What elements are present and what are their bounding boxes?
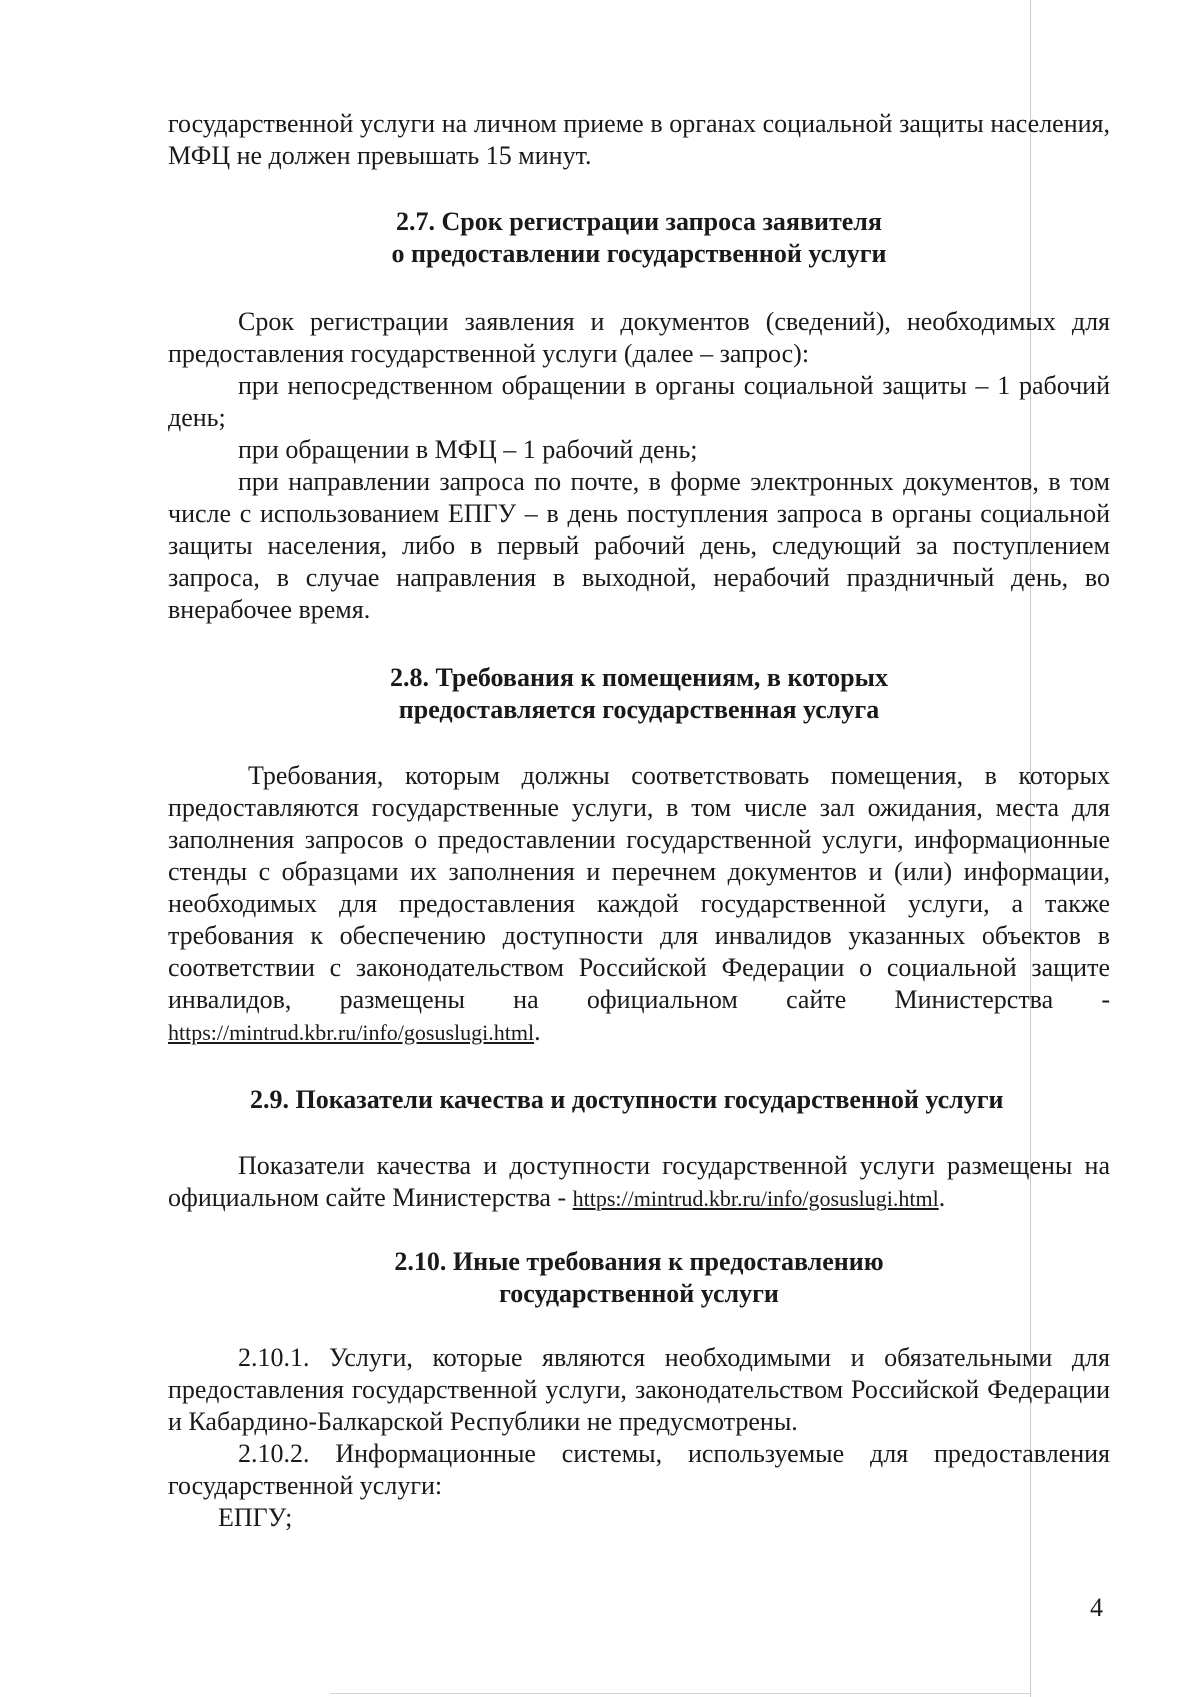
section-2-8-paragraph-text: Требования, которым должны соответствовать помещения, в которых предоставляются государственные услуги, в том числе зал ожидания, места для заполнения запросов о предоставлении государственной услуги, информационные стенды с образцами их заполнения и перечнем документов и (или) информации, необходимых для предоставления каждой государственной услуги, а также требования к обеспечению доступности для инвалидов указанных объектов в соответствии с законодательством Российской Федерации о социальной защите инвалидов, размещены на официальном сайте Министерства - xyxy=(168,761,1110,1014)
section-2-9-paragraph-text: Показатели качества и доступности государственной услуги размещены на официальном сайте Министерства - xyxy=(168,1151,1110,1212)
section-2-7-paragraph-1: Срок регистрации заявления и документов (сведений), необходимых для предоставления государственной услуги (далее – запрос): xyxy=(168,307,1110,368)
section-2-7-title-line2: о предоставлении государственной услуги xyxy=(391,239,887,268)
section-2-7-paragraph-2: при непосредственном обращении в органы социальной защиты – 1 рабочий день; xyxy=(168,371,1110,432)
section-2-9-body xyxy=(168,1150,1110,1215)
section-2-10-body xyxy=(168,1342,1110,1534)
intro-block xyxy=(168,108,1110,172)
section-2-10-title-line2: государственной услуги xyxy=(499,1279,779,1308)
ministry-website-link[interactable]: https://mintrud.kbr.ru/info/gosuslugi.html xyxy=(168,1020,535,1045)
section-2-10-paragraph-2: 2.10.2. Информационные системы, используемые для предоставления государственной услуги: xyxy=(168,1439,1110,1500)
section-2-7-title-line1: 2.7. Срок регистрации запроса заявителя xyxy=(396,207,882,236)
section-2-7-title xyxy=(168,206,1110,270)
section-2-8-title xyxy=(168,662,1110,726)
section-2-8-link-end: . xyxy=(534,1017,541,1046)
section-2-8-paragraph-1 xyxy=(168,760,1110,1049)
section-2-10-title xyxy=(168,1246,1110,1310)
section-2-10-paragraph-3: ЕПГУ; xyxy=(218,1503,293,1532)
section-2-8-title-line1: 2.8. Требования к помещениям, в которых xyxy=(390,663,888,692)
section-2-8-body xyxy=(168,760,1110,1049)
section-2-7-body xyxy=(168,306,1110,626)
intro-paragraph: государственной услуги на личном приеме в органах социальной защиты населения, МФЦ не должен превышать 15 минут. xyxy=(168,109,1110,170)
section-2-9-title-text: 2.9. Показатели качества и доступности государственной услуги xyxy=(250,1085,1004,1114)
ministry-website-link-2[interactable]: https://mintrud.kbr.ru/info/gosuslugi.html xyxy=(572,1186,939,1211)
section-2-9-paragraph-1 xyxy=(168,1150,1110,1215)
page-number: 4 xyxy=(1090,1593,1103,1622)
section-2-9-title xyxy=(250,1084,1110,1116)
section-2-9-link-end: . xyxy=(938,1183,946,1212)
section-2-7-paragraph-3: при обращении в МФЦ – 1 рабочий день; xyxy=(238,435,698,464)
section-2-10-title-line1: 2.10. Иные требования к предоставлению xyxy=(394,1247,884,1276)
scan-artifact-bottom-line xyxy=(330,1693,1030,1694)
section-2-8-title-line2: предоставляется государственная услуга xyxy=(398,695,880,724)
section-2-10-paragraph-1: 2.10.1. Услуги, которые являются необходимыми и обязательными для предоставления государственной услуги, законодательством Российской Федерации и Кабардино-Балкарской Республики не предусмотрены. xyxy=(168,1343,1110,1436)
section-2-7-paragraph-4: при направлении запроса по почте, в форме электронных документов, в том числе с использованием ЕПГУ – в день поступления запроса в органы социальной защиты населения, либо в первый рабочий день, следующий за поступлением запроса, в случае направления в выходной, нерабочий праздничный день, во внерабочее время. xyxy=(168,467,1110,624)
